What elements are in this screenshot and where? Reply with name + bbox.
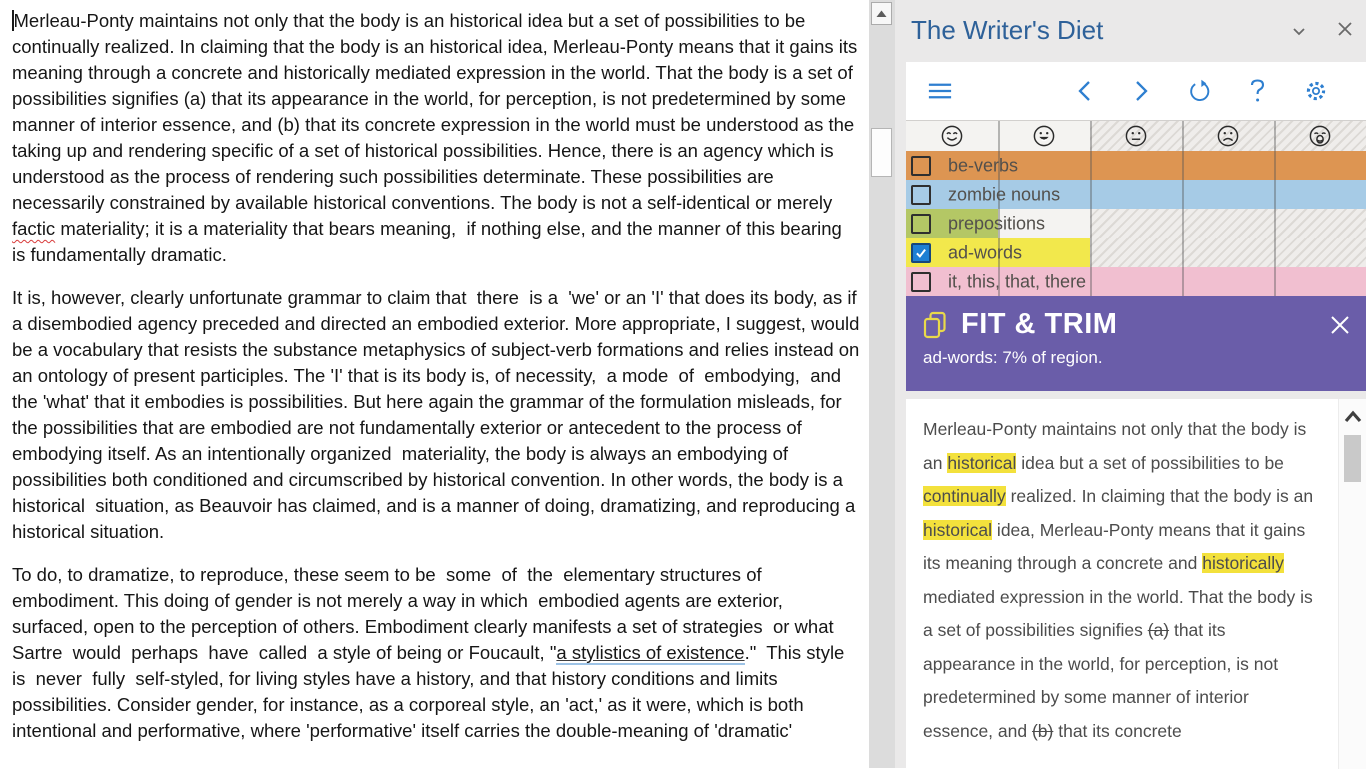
category-checkbox[interactable]	[911, 156, 931, 176]
panel-close-button[interactable]	[1336, 20, 1356, 40]
banner-title-row	[906, 296, 1366, 341]
highlight-text-run: historical	[947, 452, 1017, 473]
grade-column-frowning-face	[1182, 121, 1274, 151]
question-mark-icon	[1249, 78, 1267, 104]
hamburger-icon	[928, 81, 952, 101]
panel-title: The Writer's Diet	[911, 15, 1104, 45]
grade-column-crying-face	[1274, 121, 1366, 151]
text-run: that its appearance in the world, for perception, is not predetermined by some manner of interior essence, and	[923, 620, 1283, 741]
spellcheck-text-run: factic	[12, 218, 56, 239]
text-run: It is, however, clearly unfortunate grammar to claim that there is a 'we' or an 'I' that does its body, as if a disembodied agency preceded and directed an embodied exterior. More appropriate, I suggest, would be a vocabulary that resists the substance metaphysics of subject-verb formations and relies instead on an ontology of present participles. The 'I' that is its body is, of necessity, a mode of embodying, and the 'what' that it embodies is possibilities. But here again the grammar of the formulation misleads, for the possibilities that are embodied are not fundamentally exterior or antecedent to the process of embodying itself. As an intentionally organized materiality, the body is always an embodying of possibilities both conditioned and circumscribed by historical convention. In other words, the body is a historical situation, as Beauvoir has claimed, and is a manner of doing, dramatizing, and reproducing a historical situation.	[12, 287, 865, 542]
copy-icon	[922, 311, 949, 339]
column-separator	[1090, 121, 1092, 296]
crying-face-icon	[1308, 124, 1332, 148]
preview-scrollbar-thumb[interactable]	[1344, 435, 1361, 482]
text-run: Merleau-Ponty maintains not only that the body is an historical idea but a set of possibilities to be continually realized. In claiming that the body is an historical idea, Merleau-Ponty means that it gains its meaning through a concrete and historically mediated expression in the world. That the body is a set of possibilities signifies (a) that its appearance in the world, for perception, is not predetermined by some manner of interior essence, and (b) that its concrete expression in the world must be understood as the taking up and rendering specific of a set of historical possibilities. Hence, there is an agency which is understood as the process of rendering such possibilities determinate. These possibilities are necessarily constrained by available historical conventions. The body is not a self-identical or merely	[12, 10, 863, 213]
category-label: prepositions	[948, 213, 1046, 233]
toolbar-icon-group	[1072, 79, 1328, 103]
strike-text-run: (a)	[1147, 620, 1170, 640]
forward-button[interactable]	[1130, 79, 1154, 103]
checkmark-icon	[915, 247, 927, 259]
underline-text-run: a stylistics of existence	[556, 642, 745, 663]
highlight-text-run: continually	[923, 486, 1006, 506]
preview-scroll-up-button[interactable]	[1342, 406, 1363, 426]
document-scrollbar[interactable]	[869, 0, 895, 768]
close-icon	[1328, 313, 1352, 337]
category-label: be-verbs	[948, 155, 1019, 175]
category-checkbox[interactable]	[911, 214, 931, 234]
preview-text	[906, 399, 1366, 748]
writers-diet-panel	[895, 0, 1366, 768]
banner-close-button[interactable]	[1328, 313, 1352, 337]
happy-face-icon	[940, 124, 964, 148]
highlight-text-run: historically	[1202, 553, 1284, 573]
document-paragraph	[12, 562, 861, 744]
diet-category-row	[906, 180, 1366, 209]
diet-grade-table	[906, 120, 1366, 296]
strike-text-run: (b)	[1031, 720, 1054, 741]
chevron-down-icon	[1292, 26, 1306, 37]
text-run: ." This style is never fully self-styled, for living styles have a history, and that history conditions and limits possibilities. Consider gender, for instance, as a corporeal style, an 'act,' as it were, which is both intentional and performative, where 'performative' itself carries the double-meaning of 'dramatic'	[12, 642, 855, 741]
grade-column-happy-face	[906, 121, 998, 151]
preview-scrollbar[interactable]	[1338, 399, 1366, 769]
chevron-right-icon	[1134, 79, 1150, 103]
category-label: ad-words	[948, 242, 1023, 262]
settings-button[interactable]	[1304, 79, 1328, 103]
help-button[interactable]	[1246, 79, 1270, 103]
diet-category-row	[906, 267, 1366, 296]
back-button[interactable]	[1072, 79, 1096, 103]
diet-category-row	[906, 238, 1366, 267]
panel-menu-button[interactable]	[1292, 24, 1308, 38]
text-run: To do, to dramatize, to reproduce, these seem to be some of the elementary structures of embodiment. This doing of gender is not merely a way in which embodied agents are exterior, surfaced, open to the perception of others. Embodiment clearly manifests a set of strategies or what Sartre would perhaps have called a style of being or Foucault, "	[12, 564, 839, 663]
category-label: zombie nouns	[948, 184, 1061, 204]
category-checkbox[interactable]	[911, 272, 931, 292]
grade-column-neutral-face	[1090, 121, 1182, 151]
row-hatch-zone	[1090, 209, 1366, 238]
chevron-left-icon	[1076, 79, 1092, 103]
neutral-face-icon	[1124, 124, 1148, 148]
refresh-icon	[1188, 78, 1212, 104]
diet-category-row	[906, 209, 1366, 238]
grade-column-grinning-face	[998, 121, 1090, 151]
menu-button[interactable]	[928, 79, 952, 103]
category-checkbox[interactable]	[911, 243, 931, 263]
close-icon	[1336, 20, 1354, 38]
category-checkbox[interactable]	[911, 185, 931, 205]
document-scrollbar-thumb[interactable]	[871, 128, 892, 177]
gear-icon	[1304, 78, 1328, 104]
document-paragraph	[12, 285, 865, 545]
text-run: idea, Merleau-Ponty means that it gains its meaning through a concrete and	[923, 519, 1311, 573]
text-preview-pane[interactable]	[906, 399, 1366, 769]
refresh-button[interactable]	[1188, 79, 1212, 103]
fit-trim-banner	[906, 296, 1366, 391]
text-run: that its concrete	[1053, 720, 1182, 741]
grinning-face-icon	[1032, 124, 1056, 148]
chevron-up-icon	[1344, 410, 1362, 423]
document-text	[12, 8, 865, 744]
triangle-up-icon	[876, 10, 887, 18]
frowning-face-icon	[1216, 124, 1240, 148]
addin-toolbar	[906, 62, 1366, 120]
highlight-text-run: historical	[923, 519, 993, 540]
text-run: realized. In claiming that the body is an	[1005, 486, 1318, 506]
panel-content	[906, 62, 1366, 768]
category-label: it, this, that, there	[948, 271, 1087, 291]
diet-category-row	[906, 151, 1366, 180]
text-run: idea but a set of possibilities to be	[1016, 452, 1289, 473]
row-hatch-zone	[1090, 238, 1366, 267]
column-separator	[998, 121, 1000, 296]
text-run: Merleau-Ponty maintains not only that the body is an	[923, 419, 1312, 473]
banner-title: FIT & TRIM	[961, 308, 1118, 340]
banner-subtitle: ad-words: 7% of region.	[923, 348, 1103, 367]
panel-header	[895, 0, 1366, 62]
document-scroll-up-button[interactable]	[871, 2, 892, 25]
document-paragraph	[12, 8, 861, 268]
column-separator	[1274, 121, 1276, 296]
text-run: mediated expression in the world. That the body is a set of possibilities signifies	[923, 553, 1318, 640]
text-run: materiality; it is a materiality that bears meaning, if nothing else, and the manner of this bearing is fundamentally dramatic.	[12, 218, 858, 265]
grade-scale-header	[906, 121, 1366, 151]
column-separator	[1182, 121, 1184, 296]
